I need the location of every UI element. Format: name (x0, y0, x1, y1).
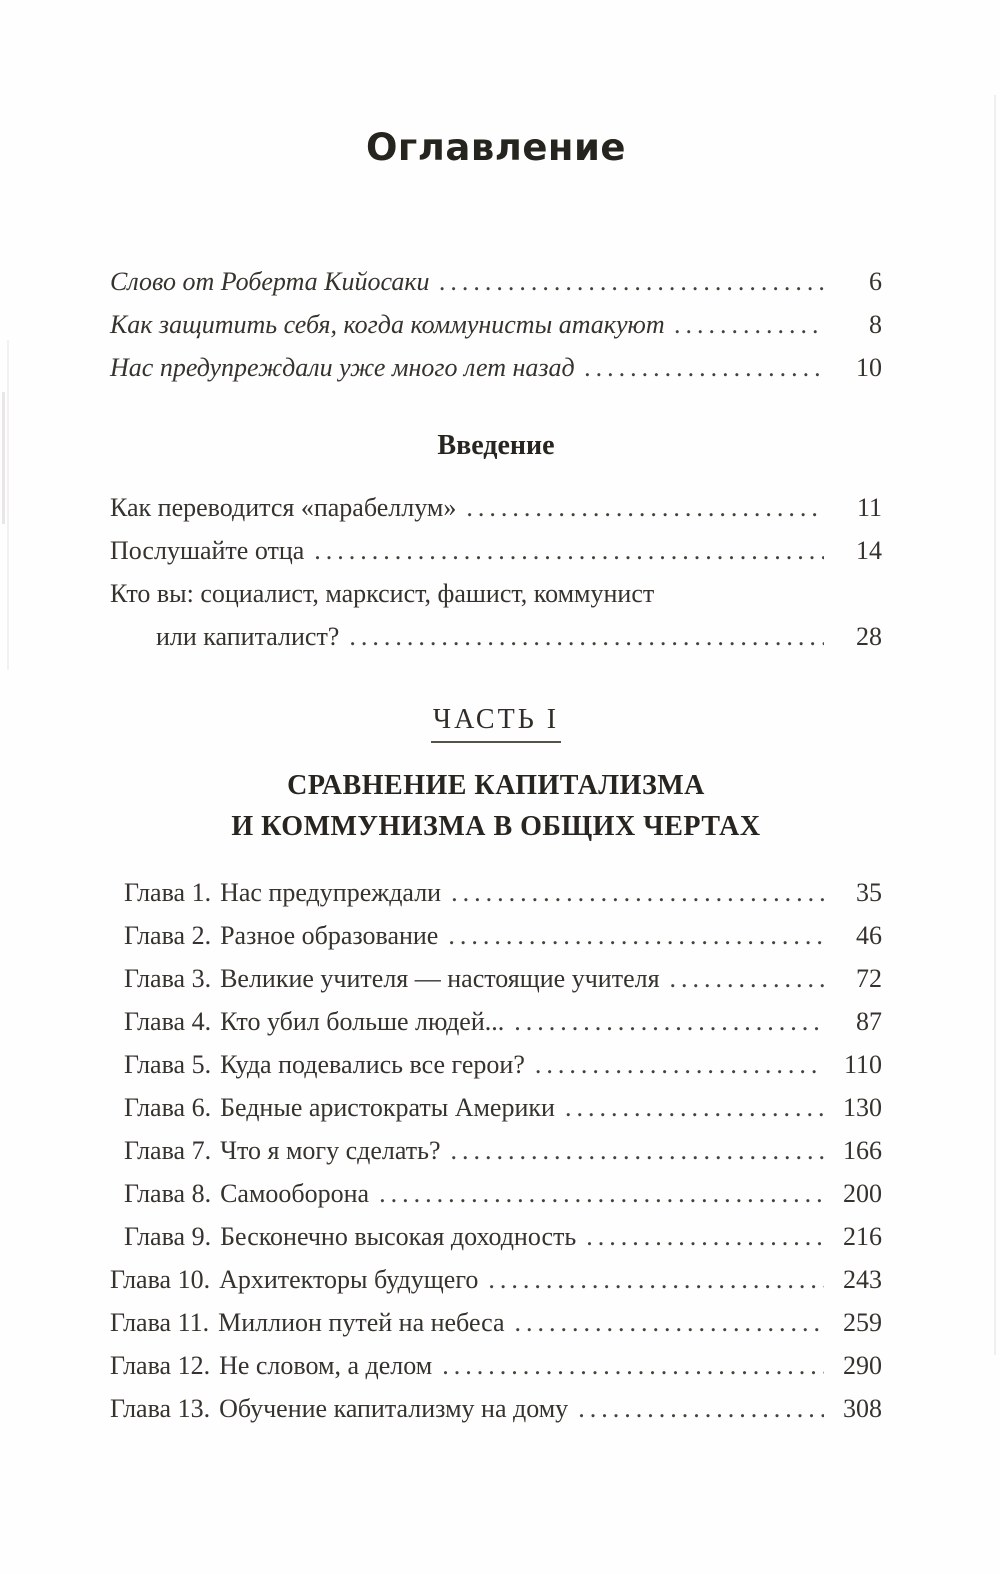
dot-leader (514, 1007, 824, 1036)
chapter-label: Глава 13. (110, 1394, 211, 1423)
toc-entry-title: Послушайте отца (110, 536, 305, 565)
chapter-page: 200 (843, 1179, 882, 1208)
chapter-row (110, 1308, 882, 1337)
chapter-title: Архитекторы будущего (219, 1265, 479, 1294)
toc-entry-page: 8 (869, 310, 882, 339)
introduction-heading: Введение (437, 430, 555, 461)
dot-leader (451, 878, 824, 907)
toc-entry-title: Как защитить себя, когда коммунисты атакуют (110, 310, 665, 339)
chapter-label: Глава 9. (124, 1222, 212, 1251)
dot-leader (585, 353, 824, 382)
chapter-row (110, 878, 882, 907)
dot-leader (448, 921, 824, 950)
introduction-list (110, 493, 882, 651)
chapter-page: 290 (843, 1351, 882, 1380)
toc-entry (110, 493, 882, 522)
part-label-text: ЧАСТЬ I (431, 705, 561, 743)
chapter-label: Глава 8. (124, 1179, 212, 1208)
scan-artifact-left-faint (7, 340, 9, 670)
toc-entry-title: Как переводится «парабеллум» (110, 493, 457, 522)
front-matter-list (110, 267, 882, 382)
chapter-page: 259 (843, 1308, 882, 1337)
dot-leader (439, 267, 824, 296)
chapter-row (110, 1265, 882, 1294)
chapter-title: Великие учителя — настоящие учителя (220, 964, 660, 993)
chapter-label: Глава 2. (124, 921, 212, 950)
part-label (110, 705, 882, 743)
toc-entry-line2 (110, 622, 882, 651)
toc-entry-page: 6 (869, 267, 882, 296)
dot-leader (586, 1222, 824, 1251)
toc-entry-page: 14 (856, 536, 882, 565)
chapter-title: Нас предупреждали (220, 878, 442, 907)
dot-leader (349, 622, 824, 651)
chapter-row (110, 1050, 882, 1079)
dot-leader (670, 964, 824, 993)
dot-leader (675, 310, 824, 339)
toc-entry (110, 353, 882, 382)
chapter-row (110, 1351, 882, 1380)
chapter-label: Глава 10. (110, 1265, 211, 1294)
toc-entry-title: Кто вы: социалист, марксист, фашист, коммунист (110, 579, 655, 608)
page-title: Оглавление (365, 126, 627, 169)
toc-entry (110, 310, 882, 339)
dot-leader (314, 536, 824, 565)
chapter-title: Кто убил больше людей... (220, 1007, 505, 1036)
chapter-page: 308 (843, 1394, 882, 1423)
part-title-line1: СРАВНЕНИЕ КАПИТАЛИЗМА (287, 770, 705, 801)
chapter-label: Глава 1. (124, 878, 212, 907)
chapter-page: 35 (856, 878, 882, 907)
chapter-title: Бесконечно высокая доходность (220, 1222, 577, 1251)
chapter-label: Глава 5. (124, 1050, 212, 1079)
dot-leader (578, 1394, 824, 1423)
chapter-page: 166 (843, 1136, 882, 1165)
chapter-row (110, 1179, 882, 1208)
chapter-title: Разное образование (220, 921, 439, 950)
toc-entry-title-continuation: или капиталист? (156, 622, 340, 651)
chapter-row (110, 1007, 882, 1036)
chapter-title: Миллион путей на небеса (218, 1308, 505, 1337)
toc-entry-title: Слово от Роберта Кийосаки (110, 267, 430, 296)
chapter-list (110, 878, 882, 1423)
toc-entry (110, 536, 882, 565)
dot-leader (488, 1265, 824, 1294)
toc-entry-title: Нас предупреждали уже много лет назад (110, 353, 575, 382)
chapter-row (110, 1222, 882, 1251)
chapter-title: Куда подевались все герои? (220, 1050, 525, 1079)
chapter-page: 110 (843, 1050, 882, 1079)
chapter-row (110, 1136, 882, 1165)
chapter-page: 72 (856, 964, 882, 993)
chapter-label: Глава 3. (124, 964, 212, 993)
toc-entry-page: 28 (856, 622, 882, 651)
dot-leader (450, 1136, 824, 1165)
part-title (110, 765, 882, 847)
chapter-title: Что я могу сделать? (220, 1136, 441, 1165)
dot-leader (466, 493, 824, 522)
chapter-page: 243 (843, 1265, 882, 1294)
dot-leader (535, 1050, 824, 1079)
chapter-page: 46 (856, 921, 882, 950)
chapter-title: Не словом, а делом (219, 1351, 433, 1380)
part-title-line2: И КОММУНИЗМА В ОБЩИХ ЧЕРТАХ (231, 811, 761, 842)
chapter-title: Обучение капитализму на дому (219, 1394, 569, 1423)
chapter-row (110, 1394, 882, 1423)
dot-leader (442, 1351, 824, 1380)
toc-entry (110, 267, 882, 296)
toc-entry-line1 (110, 579, 882, 608)
dot-leader (379, 1179, 824, 1208)
chapter-label: Глава 12. (110, 1351, 211, 1380)
chapter-row (110, 921, 882, 950)
toc-entry-page: 11 (856, 493, 882, 522)
toc-entry-page: 10 (856, 353, 882, 382)
chapter-label: Глава 11. (110, 1308, 210, 1337)
chapter-row (110, 1093, 882, 1122)
chapter-page: 87 (856, 1007, 882, 1036)
chapter-label: Глава 4. (124, 1007, 212, 1036)
chapter-label: Глава 6. (124, 1093, 212, 1122)
chapter-page: 130 (843, 1093, 882, 1122)
dot-leader (515, 1308, 824, 1337)
chapter-title: Самооборона (220, 1179, 370, 1208)
scan-artifact-right (994, 95, 996, 1355)
scan-artifact-left (2, 392, 5, 524)
chapter-title: Бедные аристократы Америки (220, 1093, 555, 1122)
chapter-page: 216 (843, 1222, 882, 1251)
chapter-label: Глава 7. (124, 1136, 212, 1165)
dot-leader (565, 1093, 824, 1122)
chapter-row (110, 964, 882, 993)
